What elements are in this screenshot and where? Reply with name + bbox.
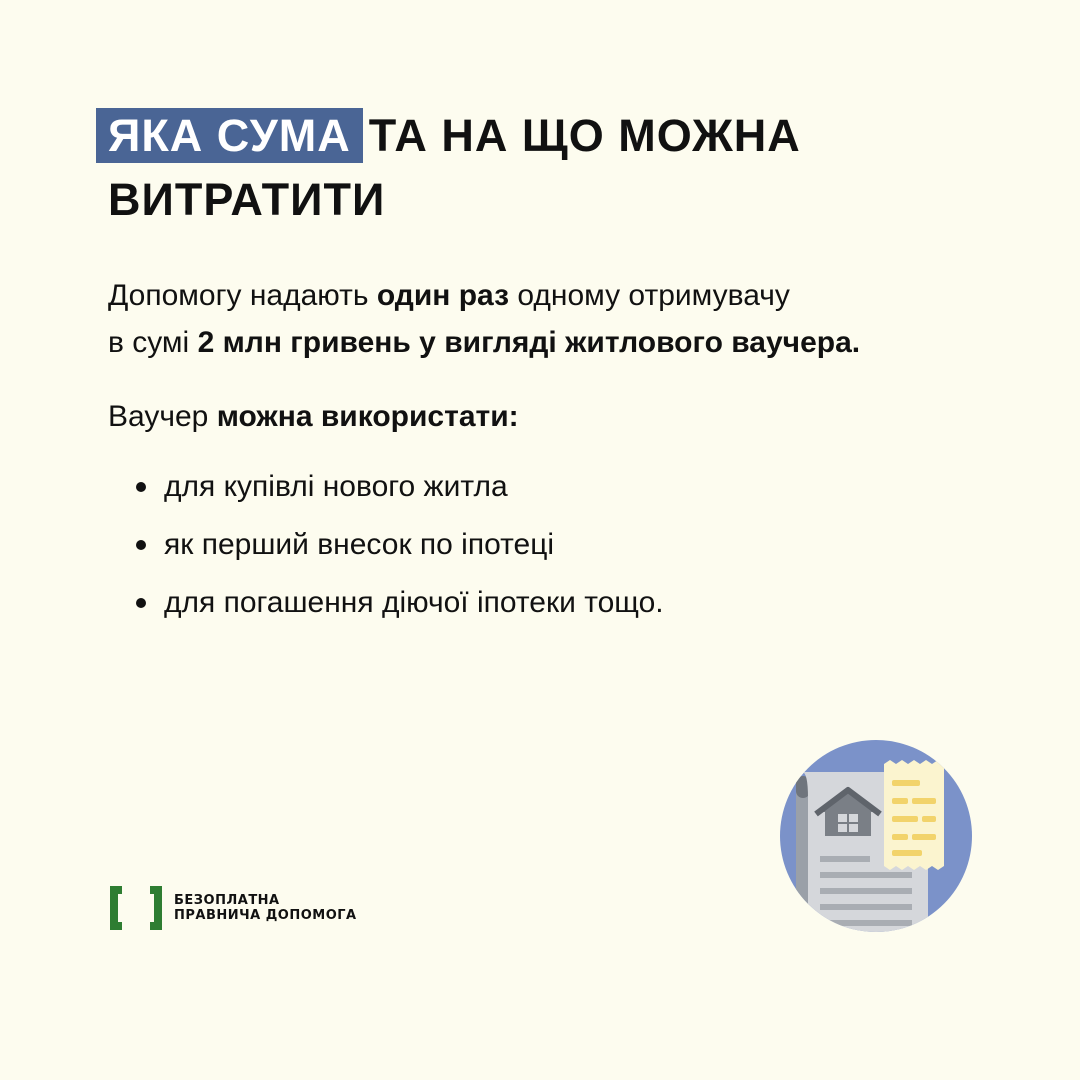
assistance-text-3: в сумі bbox=[108, 326, 198, 359]
list-item-text: як перший внесок по іпотеці bbox=[164, 528, 555, 561]
assistance-paragraph bbox=[108, 272, 1008, 366]
logo-text bbox=[174, 893, 357, 923]
title-line1-rest: ТА НА ЩО МОЖНА bbox=[368, 110, 801, 161]
bullet-icon bbox=[136, 598, 146, 608]
usage-list bbox=[136, 458, 936, 632]
free-legal-aid-logo bbox=[108, 884, 357, 932]
brackets-logo-icon bbox=[108, 884, 164, 932]
list-item-text: для купівлі нового житла bbox=[164, 470, 508, 503]
bullet-icon bbox=[136, 482, 146, 492]
voucher-text: Ваучер bbox=[108, 400, 217, 433]
assistance-text-2: одному отримувачу bbox=[509, 279, 790, 312]
voucher-bold: можна використати: bbox=[216, 400, 519, 433]
assistance-bold-amount: 2 млн гривень у вигляді житлового ваучера. bbox=[197, 326, 861, 359]
title-highlight: ЯКА СУМА bbox=[96, 108, 363, 163]
voucher-usage-heading bbox=[108, 393, 1008, 440]
list-item bbox=[136, 516, 936, 574]
bullet-icon bbox=[136, 540, 146, 550]
logo-text-line2: ПРАВНИЧА ДОПОМОГА bbox=[174, 908, 357, 923]
list-item-text: для погашення діючої іпотеки тощо. bbox=[164, 586, 664, 619]
page-title bbox=[96, 104, 996, 232]
housing-voucher-document-icon bbox=[778, 738, 974, 934]
assistance-text-1: Допомогу надають bbox=[108, 279, 377, 312]
title-line2: ВИТРАТИТИ bbox=[108, 174, 386, 225]
list-item bbox=[136, 574, 936, 632]
assistance-bold-once: один раз bbox=[376, 279, 510, 312]
logo-text-line1: БЕЗОПЛАТНА bbox=[174, 893, 280, 908]
list-item bbox=[136, 458, 936, 516]
